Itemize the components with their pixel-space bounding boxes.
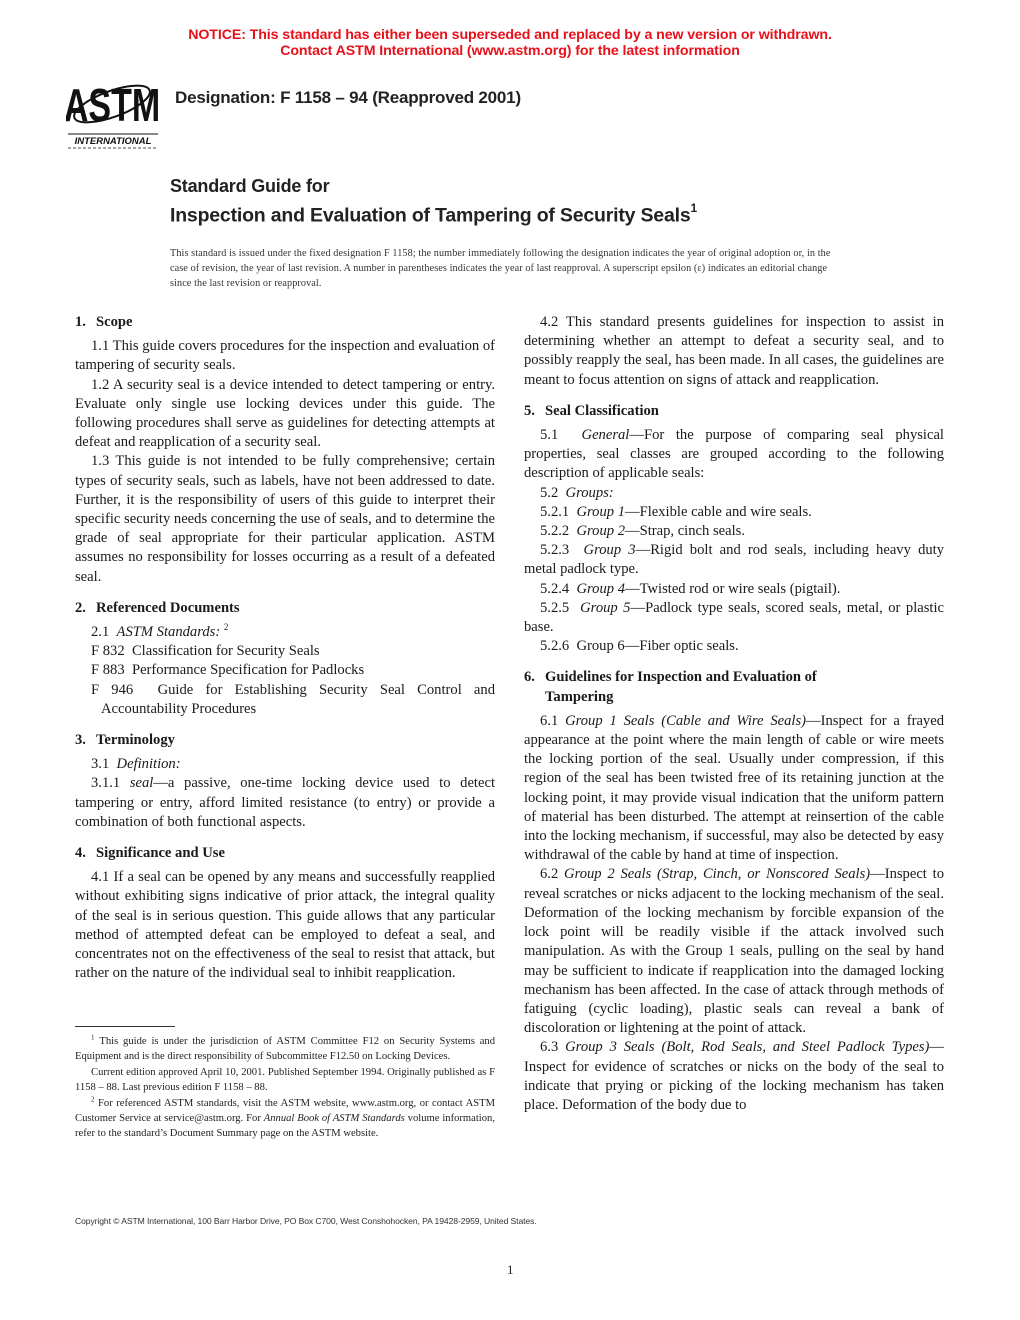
paragraph-5-1: 5.1 General—For the purpose of comparing seal physical properties, seal classes are grouped according to the following description of applicable seals: bbox=[524, 427, 944, 482]
paragraph-3-1: 3.1 Definition: bbox=[91, 756, 181, 773]
footnote-1: $^1$ This guide is under the jurisdiction of ASTM Committee F12 on Security Systems and Equipment and is the direct responsibility of Subcommittee F12.50 on Locking Devices. bbox=[75, 1033, 495, 1063]
reference-item[interactable]: F 883 Performance Specification for Padlocks bbox=[91, 662, 365, 679]
page-number: 1 bbox=[507, 1262, 514, 1277]
paragraph-2-1: 2.1 ASTM Standards: $^2$ bbox=[91, 622, 229, 641]
group-item: 5.2.5 Group 5—Padlock type seals, scored seals, metal, or plastic base. bbox=[524, 599, 944, 636]
group-item: 5.2.2 Group 2—Strap, cinch seals. bbox=[540, 523, 745, 540]
paragraph-6-2: 6.2 Group 2 Seals (Strap, Cinch, or Nonscored Seals)—Inspect to reveal scratches or nicks adjacent to the locking mechanism of the seal. Deformation of the locking mechanism by forcible expansion of the lock point will be readily visible if the attack involved such manipulation. As with the Group 1 seals, pulling on the seal by hand may be sufficient to indicate if reapplication into the damaged locking mechanism has been affected. In the case of attack through methods of fatiguing (cyclic loading), plastic seals can reveal a bank of discoloration or lightening at the point of attack. bbox=[524, 866, 944, 1037]
paragraph-3-1-1: 3.1.1 seal—a passive, one-time locking device used to detect tampering or entry, afford limited resistance (to entry) or provide a combination of both functional aspects. bbox=[75, 775, 495, 830]
copyright: Copyright © ASTM International, 100 Barr Harbor Drive, PO Box C700, West Conshohocken, PA 19428-2959, United States. bbox=[75, 1216, 537, 1226]
footnote-1-edition: Current edition approved April 10, 2001. Published September 1994. Originally published as F 1158 – 88. Last previous edition F 1158 – 88. bbox=[75, 1066, 495, 1094]
section-significance-and-use bbox=[75, 844, 495, 983]
group-item: 5.2.6 Group 6—Fiber optic seals. bbox=[540, 638, 739, 655]
section-heading: 6. Guidelines for Inspection and Evaluation of Tampering bbox=[524, 669, 817, 705]
reference-item[interactable]: F 946 Guide for Establishing Security Seal Control and Accountability Procedures bbox=[91, 681, 496, 717]
footnote-2: $^2$ For referenced ASTM standards, visit the ASTM website, www.astm.org, or contact ASTM Customer Service at service@astm.org. For Annual Book of ASTM Standards volume information, refer to the standard’s Document Summary page on the ASTM website. bbox=[75, 1095, 495, 1140]
section-referenced-documents bbox=[75, 599, 495, 719]
group-item: 5.2.3 Group 3—Rigid bolt and rod seals, including heavy duty metal padlock type. bbox=[524, 542, 945, 578]
paragraph-1-1: 1.1 This guide covers procedures for the inspection and evaluation of tampering of security seals. bbox=[75, 338, 495, 374]
issued-note: This standard is issued under the fixed designation F 1158; the number immediately following the designation indicates the year of original adoption or, in the case of revision, the year of last revision. A number in parentheses indicates the year of last reapproval. A superscript epsilon (ε) indicates an editorial change since the last revision or reapproval. bbox=[170, 248, 831, 289]
section-heading: 4. Significance and Use bbox=[75, 845, 225, 862]
notice-line-1: NOTICE: This standard has either been superseded and replaced by a new version or withdrawn. bbox=[188, 27, 832, 43]
section-4-continued bbox=[524, 313, 944, 390]
notice-line-2: Contact ASTM International (www.astm.org) for the latest information bbox=[280, 43, 740, 59]
section-heading: 3. Terminology bbox=[75, 732, 175, 749]
title-footnote-mark: 1 bbox=[690, 201, 697, 215]
svg-text:ASTM: ASTM bbox=[66, 79, 160, 132]
group-item: 5.2.1 Group 1—Flexible cable and wire seals. bbox=[540, 503, 812, 520]
paragraph-5-2: 5.2 Groups: bbox=[540, 484, 614, 501]
footnotes bbox=[75, 1034, 495, 1142]
document-title bbox=[170, 175, 697, 229]
left-column bbox=[75, 313, 495, 996]
section-heading: 2. Referenced Documents bbox=[75, 599, 240, 616]
footnote-divider bbox=[75, 1026, 175, 1027]
section-terminology bbox=[75, 731, 495, 832]
paragraph-1-2: 1.2 A security seal is a device intended to detect tampering or entry. Evaluate only single use locking devices under this guide. The following procedures shall serve as guidelines for detecting attempts at defeat and reapplication of a security seal. bbox=[75, 376, 495, 451]
section-seal-classification bbox=[524, 402, 944, 657]
paragraph-1-3: 1.3 This guide is not intended to be fully comprehensive; certain types of security seals, such as labels, have not been addressed to date. Further, it is the responsibility of users of this guide to interpret their specific security needs concerning the use of seals, and to determine the grade of seal appropriate for their particular application. ASTM assumes no responsibility for losses occurring as a result of a defeated seal. bbox=[75, 453, 495, 585]
title-line-2: Inspection and Evaluation of Tampering of Security Seals$^1$ bbox=[170, 201, 697, 227]
svg-text:INTERNATIONAL: INTERNATIONAL bbox=[74, 136, 152, 147]
reference-item[interactable]: F 832 Classification for Security Seals bbox=[91, 643, 320, 660]
group-item: 5.2.4 Group 4—Twisted rod or wire seals (pigtail). bbox=[540, 580, 841, 597]
section-guidelines bbox=[524, 668, 944, 1115]
section-scope bbox=[75, 313, 495, 587]
paragraph-6-1: 6.1 Group 1 Seals (Cable and Wire Seals)—Inspect for a frayed appearance at the point where the main length of cable or wire meets the locking portion of the seal. Usually under compression, if this region of the seal has been twisted free of its retaining junction at the locking point, it may provide visual indication that the uniform pattern of material has been disturbed. The attempt at reinsertion of the cable into the locking mechanism, if successful, may also be detected by easy withdrawal of the cable by hand at time of inspection. bbox=[524, 712, 944, 864]
section-heading: 1. Scope bbox=[75, 314, 133, 330]
designation: Designation: F 1158 – 94 (Reapproved 2001) bbox=[175, 88, 521, 107]
withdrawn-notice bbox=[0, 27, 1020, 59]
title-line-1: Standard Guide for bbox=[170, 176, 330, 196]
paragraph-4-2: 4.2 This standard presents guidelines for inspection to assist in determining whether an attempt to defeat a security seal, and to possibly reapply the seal, has been made. In all cases, the guidelines are meant to focus attention on signs of attack and reapplication. bbox=[524, 314, 944, 388]
paragraph-6-3: 6.3 Group 3 Seals (Bolt, Rod Seals, and Steel Padlock Types)—Inspect for evidence of scratches or nicks on the body of the seal to indicate that prying or picking of the locking mechanism has taken place. Deformation of the body due to bbox=[524, 1039, 945, 1113]
astm-logo-icon bbox=[66, 74, 160, 150]
section-heading: 5. Seal Classification bbox=[524, 402, 659, 419]
right-column bbox=[524, 313, 944, 1127]
paragraph-4-1: 4.1 If a seal can be opened by any means and successfully reapplied without exhibiting signs indicative of prior attack, the integral quality of the seal is in serious question. This guide allows that any particular method of attempted defeat can be employed to defeat a seal, and concentrates not on the effectiveness of the seal to resist that attack, but rather on the nature of the individual seal to inhibit reapplication. bbox=[75, 869, 495, 982]
